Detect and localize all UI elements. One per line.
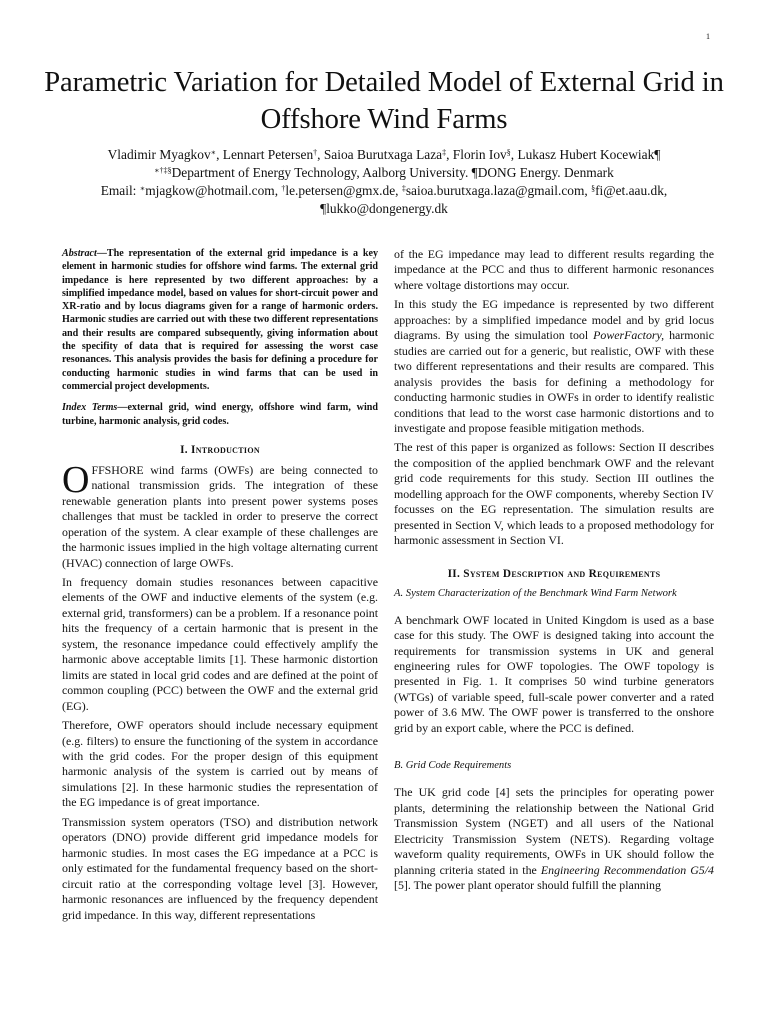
affiliation-text: Department of Energy Technology, Aalborg University. ¶DONG Energy. Denmark bbox=[171, 165, 614, 180]
body-paragraph bbox=[394, 785, 714, 893]
intro-paragraph: The rest of this paper is organized as follows: Section II describes the composition of the applied benchmark OWF and the relevant grid code requirements for this study. Section III outlines the modelling approach for the OWF components, whereby Section IV focusses on the EG representation. The simulation results are presented in Section V, which leads to a proposed methodology for harmonic assessment in Section VI. bbox=[394, 440, 714, 548]
author-name: Florin Iov bbox=[452, 147, 507, 162]
email-address[interactable]: fi@et.aau.dk bbox=[595, 183, 664, 198]
email-mark: ‡ bbox=[401, 184, 406, 193]
drop-cap: O bbox=[62, 458, 90, 501]
email-mark: † bbox=[281, 184, 286, 193]
email-address[interactable]: mjagkow@hotmail.com bbox=[145, 183, 275, 198]
standard-name: Engineering Recommendation G5/4 bbox=[540, 862, 714, 877]
author-mark: † bbox=[313, 148, 318, 157]
email-label: Email: bbox=[100, 183, 140, 198]
paper-title: Parametric Variation for Detailed Model of External Grid in Offshore Wind Farms bbox=[44, 67, 724, 135]
email-address[interactable]: le.petersen@gmx.de bbox=[285, 183, 396, 198]
subsection-heading: B. Grid Code Requirements bbox=[394, 760, 512, 772]
author-mark: § bbox=[506, 148, 511, 157]
section-heading-introduction: I. Introduction bbox=[180, 443, 260, 456]
index-terms-lead: Index Terms bbox=[62, 402, 118, 414]
author-email-last bbox=[30, 200, 738, 218]
author-affiliation bbox=[30, 164, 738, 182]
author-block bbox=[30, 146, 738, 218]
index-terms bbox=[62, 401, 378, 428]
intro-paragraph: Transmission system operators (TSO) and distribution network operators (DNO) provide different grid impedance models for harmonic studies. In most cases the EG impedance at a PCC is only estimated for the fundamental frequency based on the short-circuit ratio at the corresponding voltage level [3]. However, harmonic resonances are influenced by the frequency dependent grid impedance. In this way, different representations bbox=[62, 814, 378, 922]
intro-paragraph: of the EG impedance may lead to different results regarding the impedance at the PCC and thus to different harmonic resonances where voltage distortions may occur. bbox=[394, 247, 714, 292]
paragraph-text: In this study the EG impedance is represented by two different approaches: by a simplified impedance model and by grid locus diagrams. By using the simulation tool bbox=[394, 297, 714, 343]
paragraph-text: [5]. The power plant operator should fulfill the planning bbox=[394, 877, 661, 892]
author-emails: Email: ∗mjagkow@hotmail.com, †le.petersen@gmx.de, ‡saioa.burutxaga.laza@gmail.com, §fi@et.aau.dk, bbox=[100, 183, 668, 198]
author-name: Lukasz Hubert Kocewiak bbox=[517, 147, 655, 162]
paragraph-text: The UK grid code [4] sets the principles for operating power plants, determining the relationship between the National Grid Transmission System (NGET) and all users of the National Electricity Transmission System (NETS). Regarding voltage waveform quality requirements, OWFs in UK should follow the planning criteria stated in the bbox=[394, 785, 714, 877]
software-name: PowerFactory, bbox=[593, 328, 665, 343]
intro-paragraph: In frequency domain studies resonances between capacitive elements of the OWF and inductive elements of the system (e.g. external grid, transformers) can be a problem. If a resonance point hits the frequency of a certain harmonic that is present in the system, the resonance impedance could effectively amplify the harmonic above acceptable limits [1]. These harmonic distortion limits are stated in local grid codes and are defined at the point of common coupling (PCC) between the OWF and the external grid (EG). bbox=[62, 575, 378, 713]
author-mark: ¶ bbox=[654, 147, 661, 162]
abstract bbox=[62, 247, 378, 393]
left-column bbox=[62, 247, 378, 923]
author-name: Lennart Petersen bbox=[222, 147, 314, 162]
email-mark: ∗ bbox=[139, 184, 146, 193]
author-mark: ∗ bbox=[210, 148, 217, 157]
author-name: Saioa Burutxaga Laza bbox=[323, 147, 443, 162]
index-terms-text: —external grid, wind energy, offshore wind farm, wind turbine, harmonic analysis, grid codes. bbox=[62, 402, 378, 427]
affiliation-marks: ∗†‡§ bbox=[154, 166, 172, 175]
abstract-text: —The representation of the external grid impedance is a key element in harmonic studies for offshore wind farms. The external grid impedance is here represented by two different approaches: by a simplified impedance model, based on values for short-circuit power and XR-ratio and by locus diagrams given for a range of harmonic orders. Harmonic studies are carried out with these two different representations and their results are compared subsequently, giving information about the specifity of data that is required for assessing the worst case resonances. This analysis provides the basis for defining a procedure for conducting harmonic studies in wind farms that can be used in commercial project developments. bbox=[62, 248, 378, 392]
paragraph-text: harmonic studies are carried out for a generic, but realistic, OWF with these two different representations and their results are compared. This analysis provides the basis for defining a methodology for conducting harmonic studies in OWFs in order to identify realistic conditions that lead to the worst case harmonic distortions and to investigate and propose feasible mitigation methods. bbox=[394, 328, 714, 435]
author-name: Vladimir Myagkov bbox=[107, 147, 211, 162]
email-address[interactable]: ¶lukko@dongenergy.dk bbox=[320, 201, 448, 216]
intro-paragraph bbox=[62, 458, 378, 571]
abstract-lead: Abstract bbox=[62, 248, 97, 259]
subsection-heading: A. System Characterization of the Benchmark Wind Farm Network bbox=[394, 587, 677, 599]
body-paragraph: A benchmark OWF located in United Kingdom is used as a base case for this study. The OWF is designed taking into account the requirements for transmission systems in UK and general engineering rules for OWF topologies. The OWF topology is presented in Fig. 1. It comprises 50 wind turbine generators (WTGs) of variable speed, full-scale power converter and a rated power of 3.6 MW. The OWF power is transferred to the onshore grid by an export cable, where the PCC is defined. bbox=[394, 612, 714, 735]
intro-paragraph-text: FFSHORE wind farms (OWFs) are being connected to national transmission grids. The integration of these renewable generation plants into present power systems poses challenges that must be tackled in order to preserve the correct operation of the system. A clear example of these challenges are the harmonic issues implied in the high voltage alternating current (HVAC) connection of large OWFs. bbox=[62, 462, 378, 570]
email-mark: § bbox=[591, 184, 596, 193]
page-number: 1 bbox=[706, 32, 710, 41]
intro-paragraph bbox=[394, 297, 714, 436]
intro-paragraph: Therefore, OWF operators should include necessary equipment (e.g. filters) to ensure the functioning of the system in accordance with the grid codes. For the proper design of this equipment harmonic analysis of the system is carried out by means of simulations [2]. In these harmonic studies the representation of the EG impedance is of great importance. bbox=[62, 718, 378, 810]
author-mark: ‡ bbox=[442, 148, 447, 157]
section-heading-system: II. System Description and Requirements bbox=[447, 567, 661, 580]
email-address[interactable]: saioa.burutxaga.laza@gmail.com bbox=[405, 183, 585, 198]
author-names: Vladimir Myagkov∗, Lennart Petersen†, Saioa Burutxaga Laza‡, Florin Iov§, Lukasz Hubert Kocewiak¶ bbox=[107, 147, 661, 162]
right-column bbox=[394, 247, 714, 893]
